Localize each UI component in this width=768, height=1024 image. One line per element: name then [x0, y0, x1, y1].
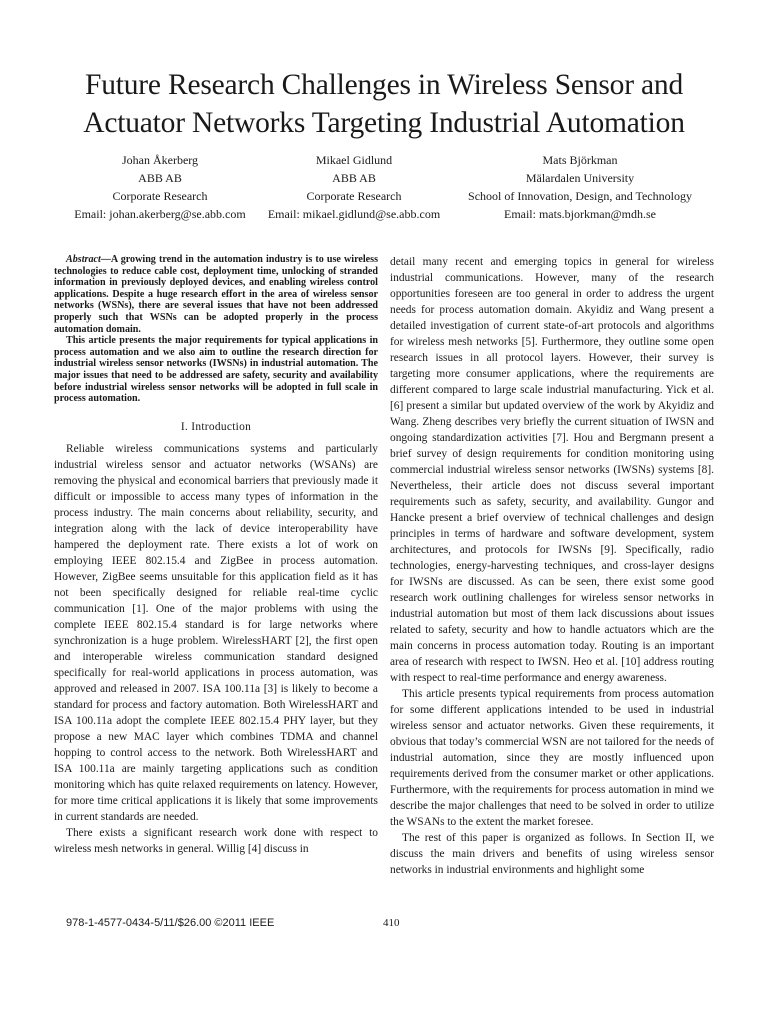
body-paragraph: This article presents typical requirements from process automation for some different applications intended to be used in industrial wireless sensor and actuator networks. Given these requirements, it obvious that today’s commercial WSN are not tailored for the needs of industrial automation, since they are mostly influenced upon requirements derived from the consumer market or other applications. Furthermore, with the requirements for process automation in mind we describe the major challenges that need to be solved in order to utilize the WSANs to the extent the market foresee. [390, 688, 714, 828]
author-block [0, 151, 768, 221]
abstract-lead: Abstract [66, 254, 101, 265]
author-email: Email: johan.akerberg@se.abb.com [74, 207, 246, 221]
author-name: Mats Björkman [542, 153, 618, 167]
footer-isbn: 978-1-4577-0434-5/11/$26.00 ©2011 IEEE [66, 917, 275, 929]
body-paragraph: Reliable wireless communications systems and particularly industrial wireless sensor and actuator networks (WSANs) are removing the physical and economical barriers that previously made it difficult or impossible to access many types of information in the process industry. The main concerns about reliability, security, and integration along with the lack of device interoperability have hampered the deployment rate. There exists a lot of work on employing IEEE 802.15.4 and ZigBee in process automation. However, ZigBee seems unsuitable for this application field as it has not been specifically designed for reliable real-time cyclic communication [1]. One of the major problems with using the complete IEEE 802.15.4 standard is for large networks where synchronization is a huge problem. WirelessHART [2], the first open and interoperable wireless communication standard designed specifically for real-world applications in process automation, was approved and released in 2007. ISA 100.11a [3] is likely to become a standard for process and factory automation. Both WirelessHART and ISA 100.11a adopt the complete IEEE 802.15.4 PHY layer, but they propose a new MAC layer which combines TDMA and channel hopping to control access to the network. Both WirelessHART and ISA 100.11a are mainly targeting applications such as condition monitoring which has quite relaxed requirements on latency. However, for more time critical applications it is likely that some improvements in current standards are needed. [54, 442, 378, 823]
body-paragraph: There exists a significant research work done with respect to wireless mesh networks in general. Willig [4] discuss in [54, 826, 378, 855]
author-3 [455, 151, 705, 223]
author-org: Mälardalen University [525, 171, 635, 185]
author-org: ABB AB [138, 171, 182, 185]
author-email: Email: mikael.gidlund@se.abb.com [267, 207, 441, 221]
author-email: Email: mats.bjorkman@mdh.se [503, 207, 657, 221]
body-paragraph: detail many recent and emerging topics in general for wireless industrial communications. However, many of the research opportunities foreseen are too general in order to address the urgent needs for process automation domain. Akyidiz and Wang present a detailed investigation of current state-of-art protocols and algorithms for wireless mesh networks [5]. Furthermore, they outline some open research issues in all protocol layers. However, their survey is targeting more consumer applications, where the requirements are different compared to large scale industrial manufacturing. Yick et al. [6] present a similar but updated overview of the work by Akyidiz and Wang. Zheng describes very briefly the current situation of IWSN and ongoing standardization activities [7]. Hou and Bergmann present a brief survey of design requirements for condition monitoring using commercial industrial wireless sensor networks (IWSNs) systems [8]. Nevertheless, their article does not discuss several important requirements such as safety, security, and availability. Gungor and Hancke present a brief overview of technical challenges and design principles in terms of hardware and software development, system architectures, and protocols for IWSNs [9]. Specifically, radio technologies, energy-harvesting techniques, and cross-layer designs for IWSNs are discussed. As can be seen, there exist some good research work outlining challenges for wireless sensor networks in industrial automation but most of them lack discussions about issues related to safety, security and how to handle actuators which are the main concerns in process automation today. Routing is an important area of research with respect to IWSN. Heo et al. [10] address routing with respect to real-time performance and energy awareness. [390, 256, 714, 684]
author-1 [55, 151, 265, 223]
abstract-paragraph-1 [54, 254, 378, 335]
paper-title: Future Research Challenges in Wireless Sensor and Actuator Networks Targeting Industrial Automation [83, 69, 685, 139]
left-column [54, 254, 378, 857]
author-dept: School of Innovation, Design, and Technology [468, 189, 692, 203]
body-paragraph: The rest of this paper is organized as follows. In Section II, we discuss the main drivers and benefits of using wireless sensor networks in industrial environments and highlight some [390, 832, 714, 876]
author-2 [255, 151, 453, 223]
author-dept: Corporate Research [112, 189, 208, 203]
section-heading-introduction: I. Introduction [180, 420, 252, 433]
abstract-text-1: —A growing trend in the automation industry is to use wireless technologies to reduce cable cost, deployment time, unlocking of stranded information in previously deployed devices, and enabling wireless control applications. Despite a huge research effort in the area of wireless sensor networks (WSNs), there are several issues that have not been addressed properly such that WSNs can be adopted properly in the process automation domain. [54, 254, 378, 335]
abstract-paragraph-2: This article presents the major requirements for typical applications in process automation and we also aim to outline the research direction for industrial wireless sensor networks (IWSNs) in industrial automation. The major issues that need to be addressed are safety, security and availability before industrial wireless sensor networks will be adopted in full scale in process automation. [54, 335, 378, 405]
author-org: ABB AB [332, 171, 376, 185]
author-name: Mikael Gidlund [315, 153, 393, 167]
right-column [390, 254, 714, 878]
page-number: 410 [383, 917, 400, 929]
author-name: Johan Åkerberg [121, 153, 199, 167]
author-dept: Corporate Research [306, 189, 402, 203]
